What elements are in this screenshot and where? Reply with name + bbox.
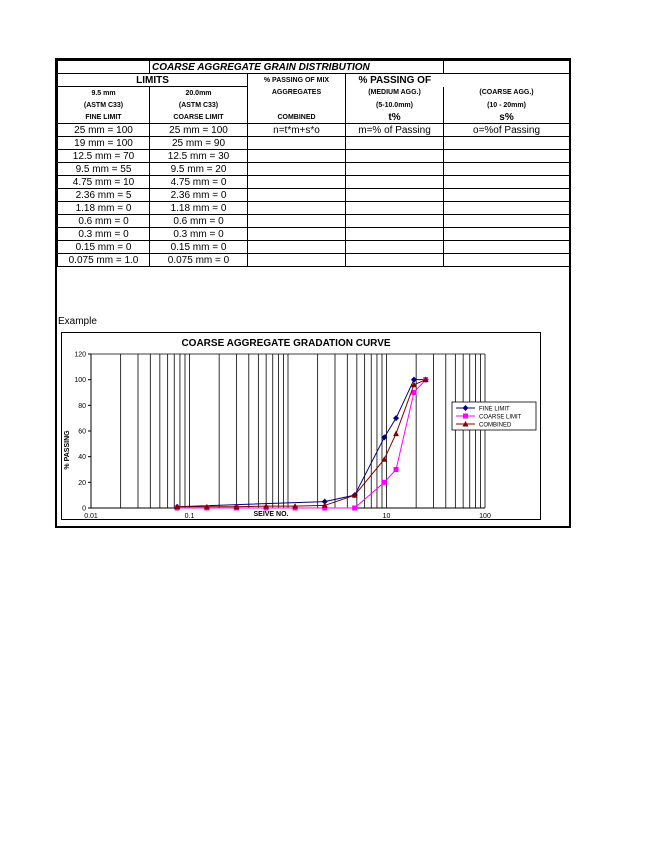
y-tick-label: 20 bbox=[78, 479, 86, 487]
coarse-agg-cell bbox=[444, 163, 570, 176]
coarse-agg-cell bbox=[444, 228, 570, 241]
medium-cell bbox=[346, 215, 444, 228]
coarse-agg-cell bbox=[444, 176, 570, 189]
medium-cell bbox=[346, 150, 444, 163]
fine-cell: 0.6 mm = 0 bbox=[58, 215, 150, 228]
grain-distribution-table bbox=[57, 60, 570, 267]
medium-cell bbox=[346, 137, 444, 150]
table-row bbox=[58, 241, 570, 254]
coarse-limit-label: COARSE LIMIT bbox=[150, 111, 248, 124]
blank-cell bbox=[58, 61, 150, 74]
table-row bbox=[58, 124, 570, 137]
blank-cell bbox=[248, 99, 346, 111]
fine-cell: 19 mm = 100 bbox=[58, 137, 150, 150]
medium-range-label: (5-10.0mm) bbox=[346, 99, 444, 111]
x-tick-label: 0.01 bbox=[84, 513, 98, 520]
table-row bbox=[58, 150, 570, 163]
fine-cell: 9.5 mm = 55 bbox=[58, 163, 150, 176]
coarse-cell: 1.18 mm = 0 bbox=[150, 202, 248, 215]
coarse-cell: 25 mm = 100 bbox=[150, 124, 248, 137]
legend-entry: COMBINED bbox=[479, 422, 512, 429]
coarse-agg-cell bbox=[444, 215, 570, 228]
table-row bbox=[58, 163, 570, 176]
mix-header: % PASSING OF MIX bbox=[248, 74, 346, 87]
legend bbox=[452, 402, 536, 430]
x-tick-label: 10 bbox=[382, 513, 391, 520]
data-point-marker bbox=[382, 480, 387, 485]
fine-cell: 25 mm = 100 bbox=[58, 124, 150, 137]
coarse-range-label: (10 - 20mm) bbox=[444, 99, 570, 111]
data-point-marker bbox=[352, 506, 357, 511]
table-row bbox=[58, 202, 570, 215]
combined-cell bbox=[248, 215, 346, 228]
mix-header-line2: AGGREGATES bbox=[248, 87, 346, 100]
example-label: Example bbox=[58, 316, 97, 327]
combined-cell bbox=[248, 176, 346, 189]
coarse-agg-cell bbox=[444, 189, 570, 202]
data-point-marker bbox=[394, 467, 399, 472]
medium-cell bbox=[346, 176, 444, 189]
combined-cell bbox=[248, 150, 346, 163]
y-tick-label: 80 bbox=[78, 402, 86, 410]
x-tick-label: 100 bbox=[479, 513, 491, 520]
fine-cell: 12.5 mm = 70 bbox=[58, 150, 150, 163]
combined-cell bbox=[248, 228, 346, 241]
table-row bbox=[58, 176, 570, 189]
fine-astm-label: (ASTM C33) bbox=[58, 99, 150, 111]
limits-header: LIMITS bbox=[58, 74, 248, 87]
y-axis-label: % PASSING bbox=[64, 430, 71, 470]
combined-cell bbox=[248, 137, 346, 150]
medium-cell bbox=[346, 189, 444, 202]
data-point-marker bbox=[463, 414, 468, 419]
table-row bbox=[58, 189, 570, 202]
passing-of-header: % PASSING OF bbox=[346, 74, 444, 87]
table-row bbox=[58, 254, 570, 267]
table-title: COARSE AGGREGATE GRAIN DISTRIBUTION bbox=[150, 61, 444, 74]
fine-cell: 0.3 mm = 0 bbox=[58, 228, 150, 241]
blank-cell bbox=[444, 61, 570, 74]
medium-cell: m=% of Passing bbox=[346, 124, 444, 137]
coarse-cell: 12.5 mm = 30 bbox=[150, 150, 248, 163]
medium-cell bbox=[346, 228, 444, 241]
y-tick-label: 0 bbox=[82, 505, 86, 513]
medium-cell bbox=[346, 241, 444, 254]
coarse-agg-cell bbox=[444, 137, 570, 150]
t-percent-label: t% bbox=[346, 111, 444, 124]
table-row bbox=[58, 228, 570, 241]
coarse-cell: 0.15 mm = 0 bbox=[150, 241, 248, 254]
y-tick-label: 40 bbox=[78, 454, 86, 462]
coarse-cell: 0.6 mm = 0 bbox=[150, 215, 248, 228]
coarse-cell: 9.5 mm = 20 bbox=[150, 163, 248, 176]
coarse-astm-label: (ASTM C33) bbox=[150, 99, 248, 111]
coarse-cell: 25 mm = 90 bbox=[150, 137, 248, 150]
fine-cell: 1.18 mm = 0 bbox=[58, 202, 150, 215]
combined-cell bbox=[248, 202, 346, 215]
fine-cell: 0.075 mm = 1.0 bbox=[58, 254, 150, 267]
y-tick-label: 120 bbox=[74, 351, 86, 359]
medium-agg-label: (MEDIUM AGG.) bbox=[346, 87, 444, 100]
x-axis-label: SEIVE NO. bbox=[253, 511, 289, 518]
medium-cell bbox=[346, 163, 444, 176]
combined-cell: n=t*m+s*o bbox=[248, 124, 346, 137]
fine-cell: 4.75 mm = 10 bbox=[58, 176, 150, 189]
coarse-cell: 4.75 mm = 0 bbox=[150, 176, 248, 189]
coarse-agg-cell: o=%of Passing bbox=[444, 124, 570, 137]
coarse-cell: 2.36 mm = 0 bbox=[150, 189, 248, 202]
y-tick-label: 100 bbox=[74, 377, 86, 385]
coarse-agg-label: (COARSE AGG.) bbox=[444, 87, 570, 100]
worksheet bbox=[55, 58, 571, 528]
medium-cell bbox=[346, 202, 444, 215]
coarse-cell: 0.3 mm = 0 bbox=[150, 228, 248, 241]
fine-size-label: 9.5 mm bbox=[58, 87, 150, 100]
gradation-chart bbox=[61, 332, 541, 520]
chart-title: COARSE AGGREGATE GRADATION CURVE bbox=[181, 338, 391, 349]
combined-cell bbox=[248, 163, 346, 176]
fine-cell: 0.15 mm = 0 bbox=[58, 241, 150, 254]
combined-cell bbox=[248, 254, 346, 267]
combined-cell bbox=[248, 241, 346, 254]
legend-entry: COARSE LIMIT bbox=[479, 414, 522, 421]
coarse-agg-cell bbox=[444, 150, 570, 163]
legend-entry: FINE LIMIT bbox=[479, 406, 510, 413]
fine-cell: 2.36 mm = 5 bbox=[58, 189, 150, 202]
fine-limit-label: FINE LIMIT bbox=[58, 111, 150, 124]
blank-cell bbox=[444, 74, 570, 87]
combined-cell bbox=[248, 189, 346, 202]
y-tick-label: 60 bbox=[78, 428, 86, 436]
table-row bbox=[58, 137, 570, 150]
s-percent-label: s% bbox=[444, 111, 570, 124]
coarse-size-label: 20.0mm bbox=[150, 87, 248, 100]
medium-cell bbox=[346, 254, 444, 267]
coarse-agg-cell bbox=[444, 254, 570, 267]
combined-label: COMBINED bbox=[248, 111, 346, 124]
table-row bbox=[58, 215, 570, 228]
coarse-cell: 0.075 mm = 0 bbox=[150, 254, 248, 267]
coarse-agg-cell bbox=[444, 202, 570, 215]
x-tick-label: 0.1 bbox=[184, 513, 195, 520]
coarse-agg-cell bbox=[444, 241, 570, 254]
